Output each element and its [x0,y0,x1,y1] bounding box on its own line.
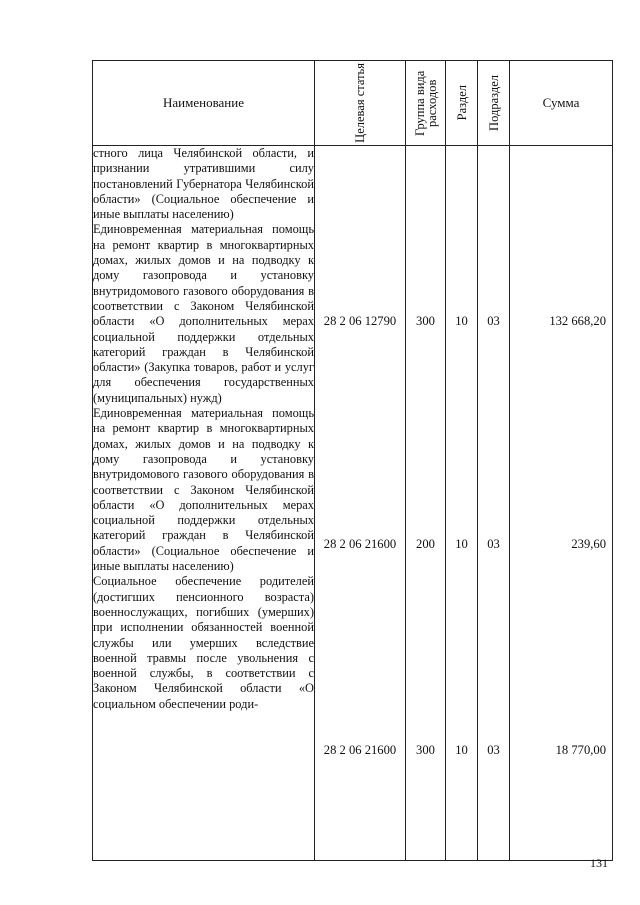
header-sum: Сумма [510,61,613,146]
row-2-sum: 239,60 [571,537,606,551]
header-group [406,61,446,146]
budget-table [92,60,613,861]
article-cell [315,146,406,861]
row-2-name: Единовременная материальная помощь на ремонт квартир в многоквартирных домах, жилых домов и на подводку к дому газопровода и установку внутридомового газового оборудования в соответствии с Законом Челябинской области «О дополнительных мерах социальной поддержки отдельных категорий граждан в Челябинской области» (Закупка товаров, работ и услуг для обеспечения государственных (муниципальных) нужд) [93,222,314,405]
row-1-article: 28 2 06 12790 [323,314,397,328]
header-section-text: Раздел [454,85,469,121]
header-subsection-text: Подраздел [486,75,501,131]
row-2-article: 28 2 06 21600 [323,537,397,551]
header-name: Наименование [93,61,315,146]
header-group-text: Группа вида расходов [412,70,439,136]
row-3-subsection: 03 [487,743,500,757]
table-header-row [93,61,613,146]
row-1-group: 300 [416,314,435,328]
header-article [315,61,406,146]
row-2-subsection: 03 [487,537,500,551]
header-subsection [478,61,510,146]
table-row [93,146,613,861]
row-4-name: Социальное обеспечение родителей (достигших пенсионного возраста) военнослужащих, погибших (умерших) при исполнении обязанностей военной службы или умерших вследствие военной травмы после увольнения с военной службы, в соответствии с Законом Челябинской области «О социальном обеспечении роди- [93,574,314,711]
names-cell [93,146,315,861]
row-3-article: 28 2 06 21600 [323,743,397,757]
row-3-group: 300 [416,743,435,757]
section-cell [446,146,478,861]
row-1-sum: 132 668,20 [549,314,606,328]
row-1-name: стного лица Челябинской области, и признании утратившими силу постановлений Губернатора Челябинской области» (Социальное обеспечение и иные выплаты населению) [93,146,314,222]
row-2-group: 200 [416,537,435,551]
sum-cell [510,146,613,861]
row-2-section: 10 [455,537,468,551]
subsection-cell [478,146,510,861]
row-3-section: 10 [455,743,468,757]
row-3-name: Единовременная материальная помощь на ремонт квартир в многоквартирных домах, жилых домов и на подводку к дому газопровода и установку внутридомового газового оборудования в соответствии с Законом Челябинской области «О дополнительных мерах социальной поддержки отдельных категорий граждан в Челябинской области» (Социальное обеспечение и иные выплаты населению) [93,406,314,574]
row-1-subsection: 03 [487,314,500,328]
page-number: 131 [590,856,608,870]
header-section [446,61,478,146]
row-1-section: 10 [455,314,468,328]
row-3-sum: 18 770,00 [555,743,606,757]
group-cell [406,146,446,861]
header-article-text: Целевая статья [353,63,367,143]
